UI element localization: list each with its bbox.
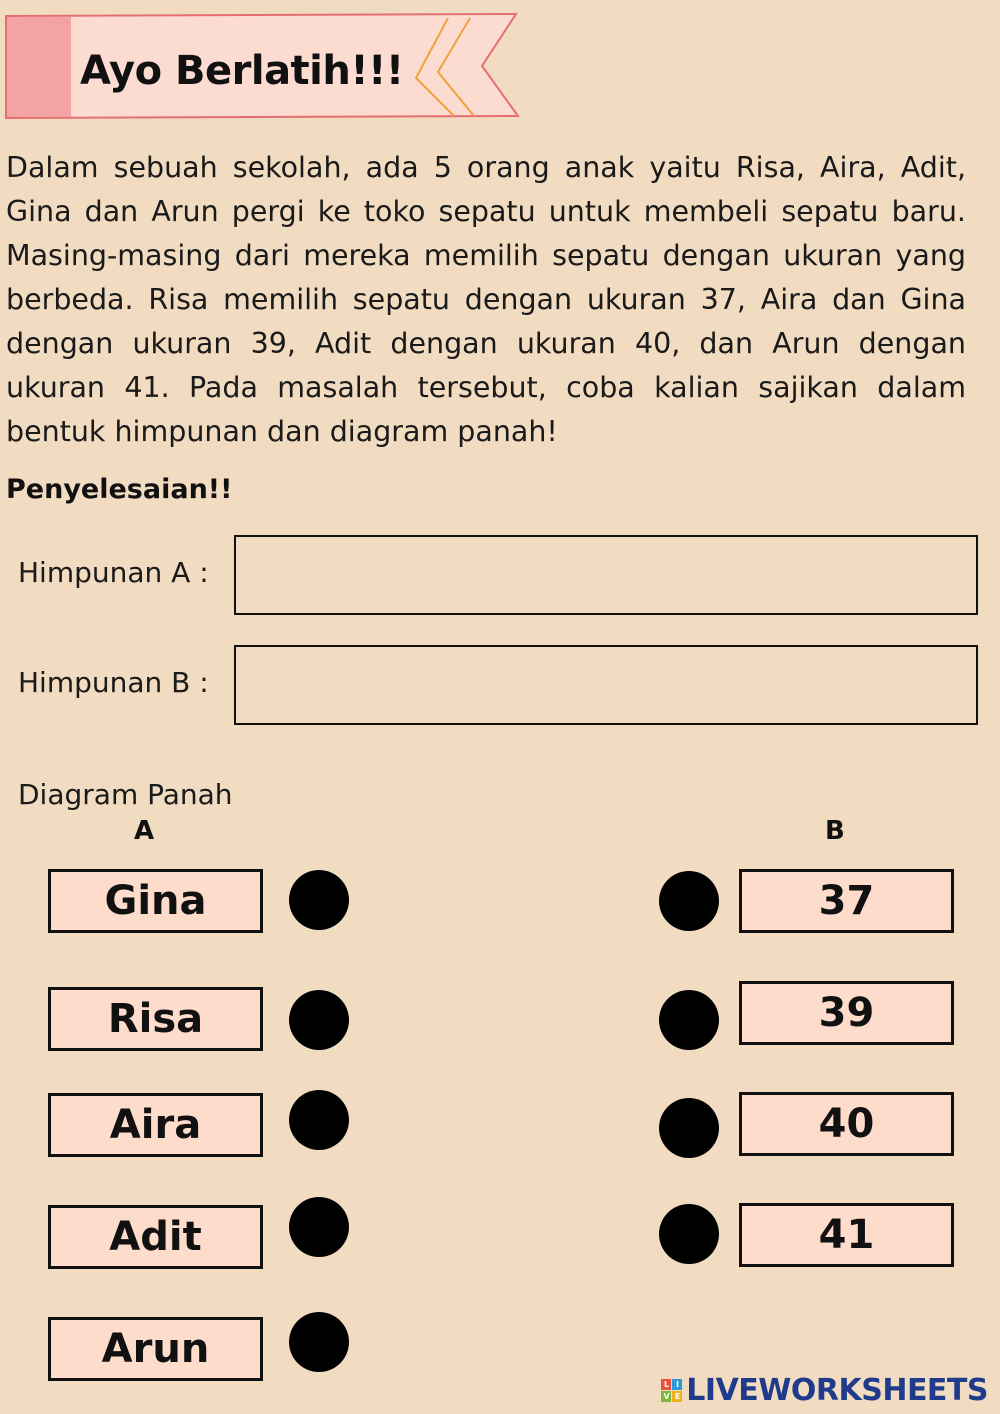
title-banner <box>4 12 520 120</box>
watermark-text: LIVEWORKSHEETS <box>686 1373 988 1408</box>
set-a-item-aira: Aira <box>48 1093 263 1157</box>
solution-heading: Penyelesaian!! <box>6 474 233 505</box>
set-b-dot-37[interactable] <box>659 871 719 931</box>
set-a-item-adit: Adit <box>48 1205 263 1269</box>
column-b-heading: B <box>825 816 845 846</box>
set-a-input[interactable] <box>234 535 978 615</box>
logo-letter-v: V <box>661 1391 671 1402</box>
set-a-item-risa: Risa <box>48 987 263 1051</box>
set-b-item-40: 40 <box>739 1092 954 1156</box>
set-b-item-41: 41 <box>739 1203 954 1267</box>
set-b-input[interactable] <box>234 645 978 725</box>
set-b-item-39: 39 <box>739 981 954 1045</box>
problem-text: Dalam sebuah sekolah, ada 5 orang anak yaitu Risa, Aira, Adit, Gina dan Arun pergi ke toko sepatu untuk membeli sepatu baru. Masing-masing dari mereka memilih sepatu dengan ukuran yang berbeda. Risa memilih sepatu dengan ukuran 37, Aira dan Gina dengan ukuran 39, Adit dengan ukuran 40, dan Arun dengan ukuran 41. Pada masalah tersebut, coba kalian sajikan dalam bentuk himpunan dan diagram panah! <box>6 151 966 448</box>
set-a-dot-adit[interactable] <box>289 1197 349 1257</box>
liveworksheets-logo-icon <box>661 1379 682 1402</box>
set-a-item-arun: Arun <box>48 1317 263 1381</box>
set-a-dot-aira[interactable] <box>289 1090 349 1150</box>
set-a-dot-gina[interactable] <box>289 870 349 930</box>
set-b-dot-39[interactable] <box>659 990 719 1050</box>
column-a-heading: A <box>134 816 155 846</box>
diagram-title: Diagram Panah <box>18 778 233 811</box>
set-a-item-gina: Gina <box>48 869 263 933</box>
set-a-dot-risa[interactable] <box>289 990 349 1050</box>
set-b-item-37: 37 <box>739 869 954 933</box>
logo-letter-i: I <box>672 1379 682 1390</box>
page-title: Ayo Berlatih!!! <box>80 48 404 94</box>
set-b-dot-41[interactable] <box>659 1204 719 1264</box>
liveworksheets-watermark <box>661 1373 988 1408</box>
set-a-label: Himpunan A : <box>18 556 209 589</box>
set-b-label: Himpunan B : <box>18 666 209 699</box>
set-b-dot-40[interactable] <box>659 1098 719 1158</box>
set-a-dot-arun[interactable] <box>289 1312 349 1372</box>
logo-letter-e: E <box>672 1391 682 1402</box>
logo-letter-l: L <box>661 1379 671 1390</box>
